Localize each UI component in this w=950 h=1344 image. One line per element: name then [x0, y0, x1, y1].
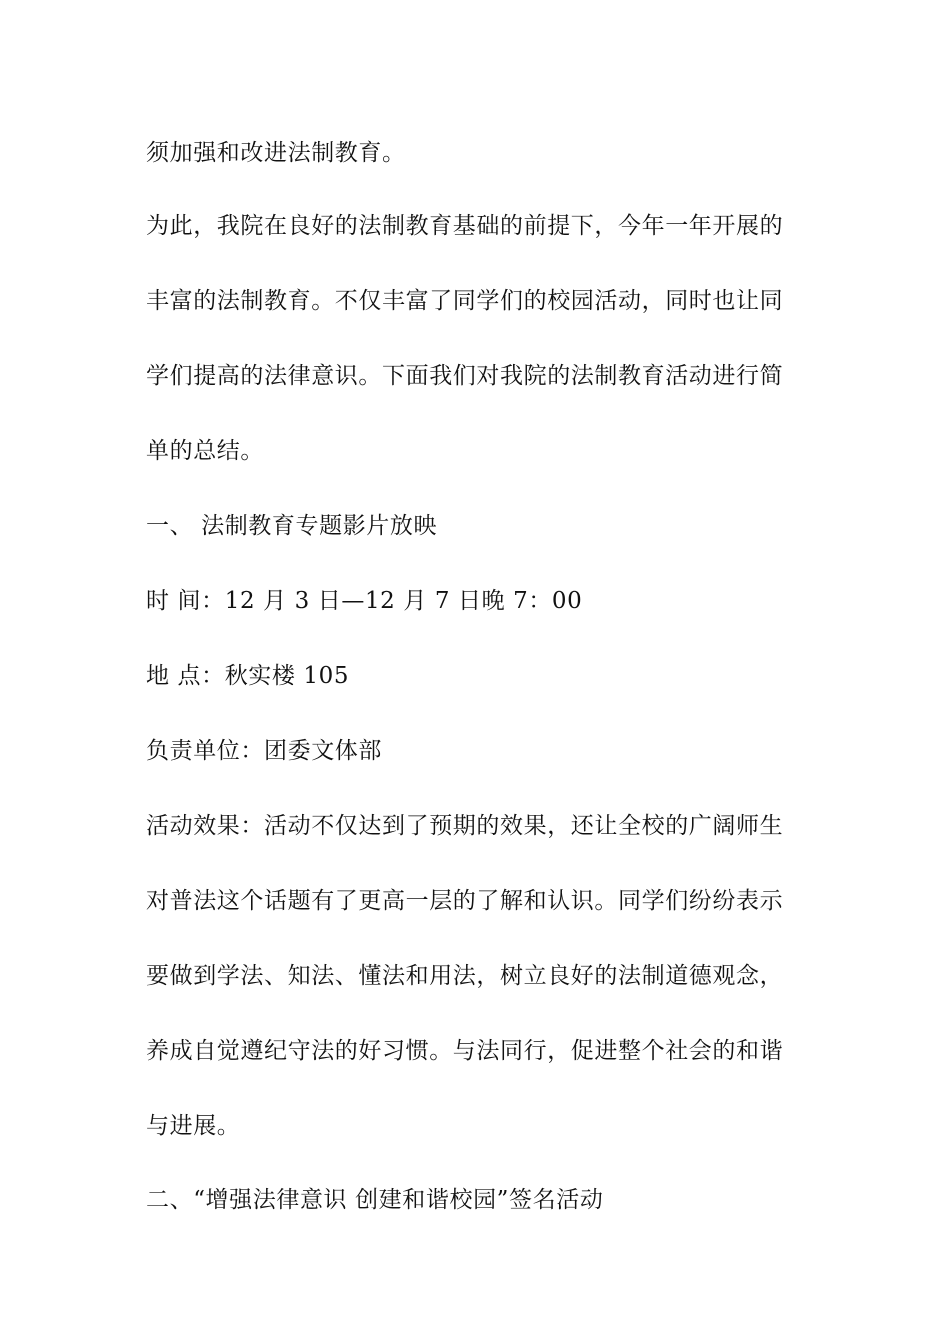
- paragraph-line: 单的总结。: [146, 438, 264, 464]
- paragraph-line: 学们提高的法律意识。下面我们对我院的法制教育活动进行简: [146, 363, 784, 389]
- event-organizer: 负责单位：团委文体部: [146, 738, 382, 764]
- paragraph-line: 活动效果：活动不仅达到了预期的效果，还让全校的广阔师生: [146, 813, 784, 839]
- paragraph-line: 丰富的法制教育。不仅丰富了同学们的校园活动，同时也让同: [146, 288, 784, 314]
- event-location: 地 点：秋实楼 105: [146, 663, 350, 689]
- paragraph-line: 与进展。: [146, 1113, 241, 1139]
- paragraph-line: 须加强和改进法制教育。: [146, 140, 406, 166]
- paragraph-line: 养成自觉遵纪守法的好习惯。与法同行，促进整个社会的和谐: [146, 1038, 784, 1064]
- paragraph-line: 为此，我院在良好的法制教育基础的前提下，今年一年开展的: [146, 213, 784, 239]
- paragraph-line: 要做到学法、知法、懂法和用法，树立良好的法制道德观念，: [146, 963, 784, 989]
- section-heading: 二、“增强法律意识 创建和谐校园”签名活动: [146, 1187, 604, 1213]
- section-heading: 一、 法制教育专题影片放映: [146, 513, 438, 539]
- paragraph-line: 对普法这个话题有了更高一层的了解和认识。同学们纷纷表示: [146, 888, 784, 914]
- event-time: 时 间：12 月 3 日—12 月 7 日晚 7：00: [146, 588, 583, 614]
